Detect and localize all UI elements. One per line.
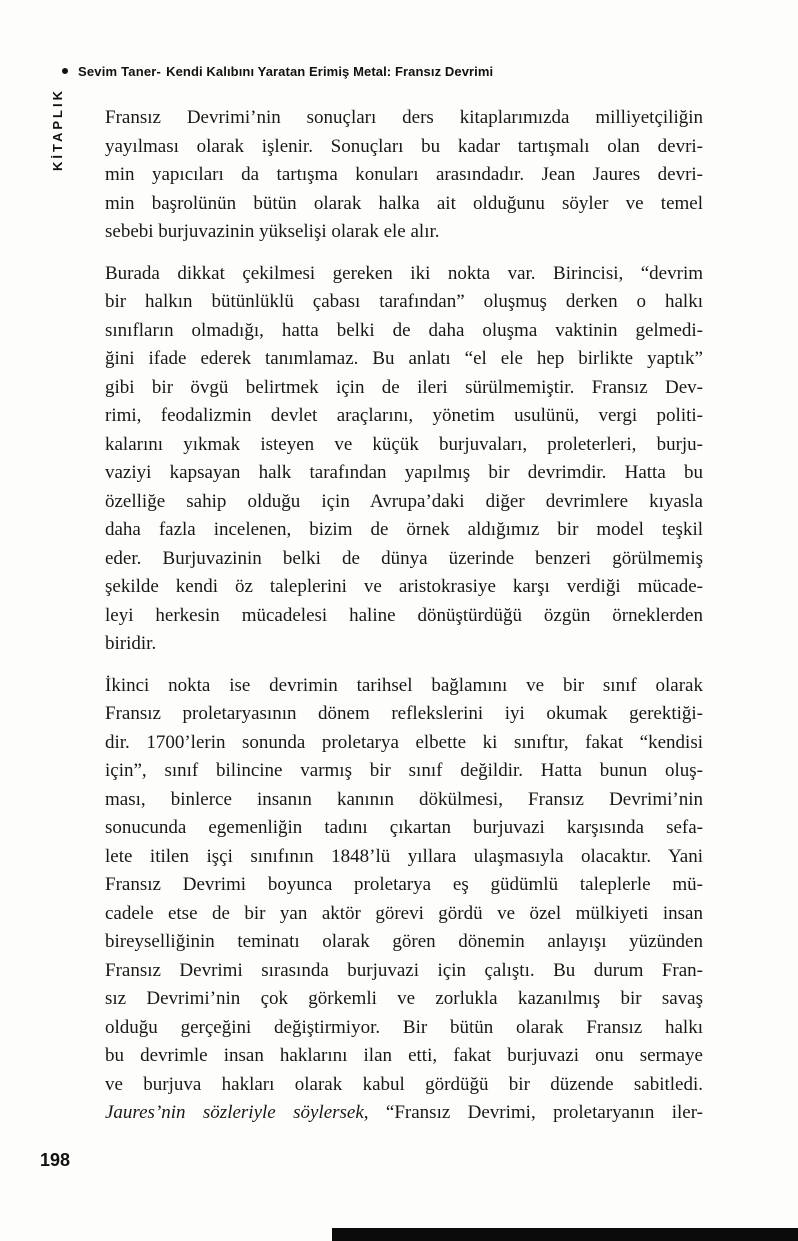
text-line xyxy=(105,1099,703,1128)
text-line: Fransız proletaryasının dönem reflekslerini iyi okumak gerektiği- xyxy=(105,703,703,724)
header-author: Sevim Taner- xyxy=(78,64,162,79)
bullet-icon xyxy=(62,68,68,74)
text-line: Fransız Devrimi boyunca proletarya eş güdümlü taleplerle mü- xyxy=(105,874,703,895)
text-line: özelliğe sahip olduğu için Avrupa’daki diğer devrimlere kıyasla xyxy=(105,490,703,512)
text-line: yayılması olarak işlenir. Sonuçları bu kadar tartışmalı olan devri- xyxy=(105,135,703,157)
text-line: Fransız Devrimi’nin sonuçları ders kitaplarımızda milliyetçiliğin xyxy=(105,107,703,128)
text-line: sınıfların olmadığı, hatta belki de daha oluşma vaktinin gelmedi- xyxy=(105,319,703,341)
text-line: dir. 1700’lerin sonunda proletarya elbette ki sınıftır, fakat “kendisi xyxy=(105,731,703,753)
text-line: rimi, feodalizmin devlet araçlarını, yönetim usulünü, vergi politi- xyxy=(105,405,703,426)
text-line: eder. Burjuvazinin belki de dünya üzerinde benzeri görülmemiş xyxy=(105,547,703,569)
text-line: İkinci nokta ise devrimin tarihsel bağlamını ve bir sınıf olarak xyxy=(105,674,703,696)
text-line: gibi bir övgü belirtmek için de ileri sürülmemiştir. Fransız Dev- xyxy=(105,376,703,398)
text-line: lete itilen işçi sınıfının 1848’lü yıllara ulaşmasıyla olacaktır. Yani xyxy=(105,845,703,867)
text-segment: “Fransız Devrimi, proletaryanın iler- xyxy=(368,1102,703,1123)
text-line: sız Devrimi’nin çok görkemli ve zorlukla kazanılmış bir savaş xyxy=(105,988,703,1009)
paragraph xyxy=(105,260,703,659)
text-line: olduğu gerçeğini değiştirmiyor. Bir bütün olarak Fransız halkı xyxy=(105,1016,703,1038)
text-line: Fransız Devrimi sırasında burjuvazi için çalıştı. Bu durum Fran- xyxy=(105,959,703,981)
text-line: biridir. xyxy=(105,633,157,654)
body-text xyxy=(105,104,703,1141)
text-line: sonucunda egemenliğin tadını çıkartan burjuvazi karşısında sefa- xyxy=(105,817,703,838)
text-line: daha fazla incelenen, bizim de örnek aldığımız bir model teşkil xyxy=(105,519,703,540)
text-line: leyi herkesin mücadelesi haline dönüştürdüğü özgün örneklerden xyxy=(105,604,703,626)
text-line: cadele etse de bir yan aktör görevi gördü ve özel mülkiyeti insan xyxy=(105,902,703,924)
text-line: bireyselliğinin teminatı olarak gören dönemin anlayışı yüzünden xyxy=(105,931,703,952)
sidebar-section-label: KİTAPLIK xyxy=(50,88,65,171)
bottom-black-bar xyxy=(332,1228,798,1241)
header-title: Kendi Kalıbını Yaratan Erimiş Metal: Fransız Devrimi xyxy=(166,64,494,79)
paragraph xyxy=(105,104,703,247)
text-line: şekilde kendi öz taleplerini ve aristokrasiye karşı verdiği mücade- xyxy=(105,576,703,597)
text-line: bir halkın bütünlüklü çabası tarafından” oluşmuş derken o halkı xyxy=(105,291,703,312)
text-line: ve burjuva hakları olarak kabul gördüğü bir düzende sabitledi. xyxy=(105,1073,703,1095)
text-line: ğini ifade ederek tanımlamaz. Bu anlatı “el ele hep birlikte yaptık” xyxy=(105,348,703,369)
text-line: bu devrimle insan haklarını ilan etti, fakat burjuvazi onu sermaye xyxy=(105,1045,703,1066)
page-number: 198 xyxy=(40,1150,71,1170)
text-line: min başrolünün bütün olarak halka ait olduğunu söyler ve temel xyxy=(105,192,703,214)
text-line: Burada dikkat çekilmesi gereken iki nokta var. Birincisi, “devrim xyxy=(105,262,703,284)
text-line: ması, binlerce insanın kanının dökülmesi, Fransız Devrimi’nin xyxy=(105,788,703,810)
text-line: vaziyi kapsayan halk tarafından yapılmış bir devrimdir. Hatta bu xyxy=(105,462,703,483)
italic-text-segment: Jaures’nin sözleriyle söylersek, xyxy=(105,1102,369,1123)
text-line: sebebi burjuvazinin yükselişi olarak ele alır. xyxy=(105,221,440,242)
text-line: için”, sınıf bilincine varmış bir sınıf değildir. Hatta bunun oluş- xyxy=(105,760,703,781)
paragraph xyxy=(105,672,703,1128)
text-line: min yapıcıları da tartışma konuları arasındadır. Jean Jaures devri- xyxy=(105,164,703,185)
text-line: kalarını yıkmak isteyen ve küçük burjuvaları, proleterleri, burju- xyxy=(105,433,703,455)
page-header xyxy=(62,64,722,80)
